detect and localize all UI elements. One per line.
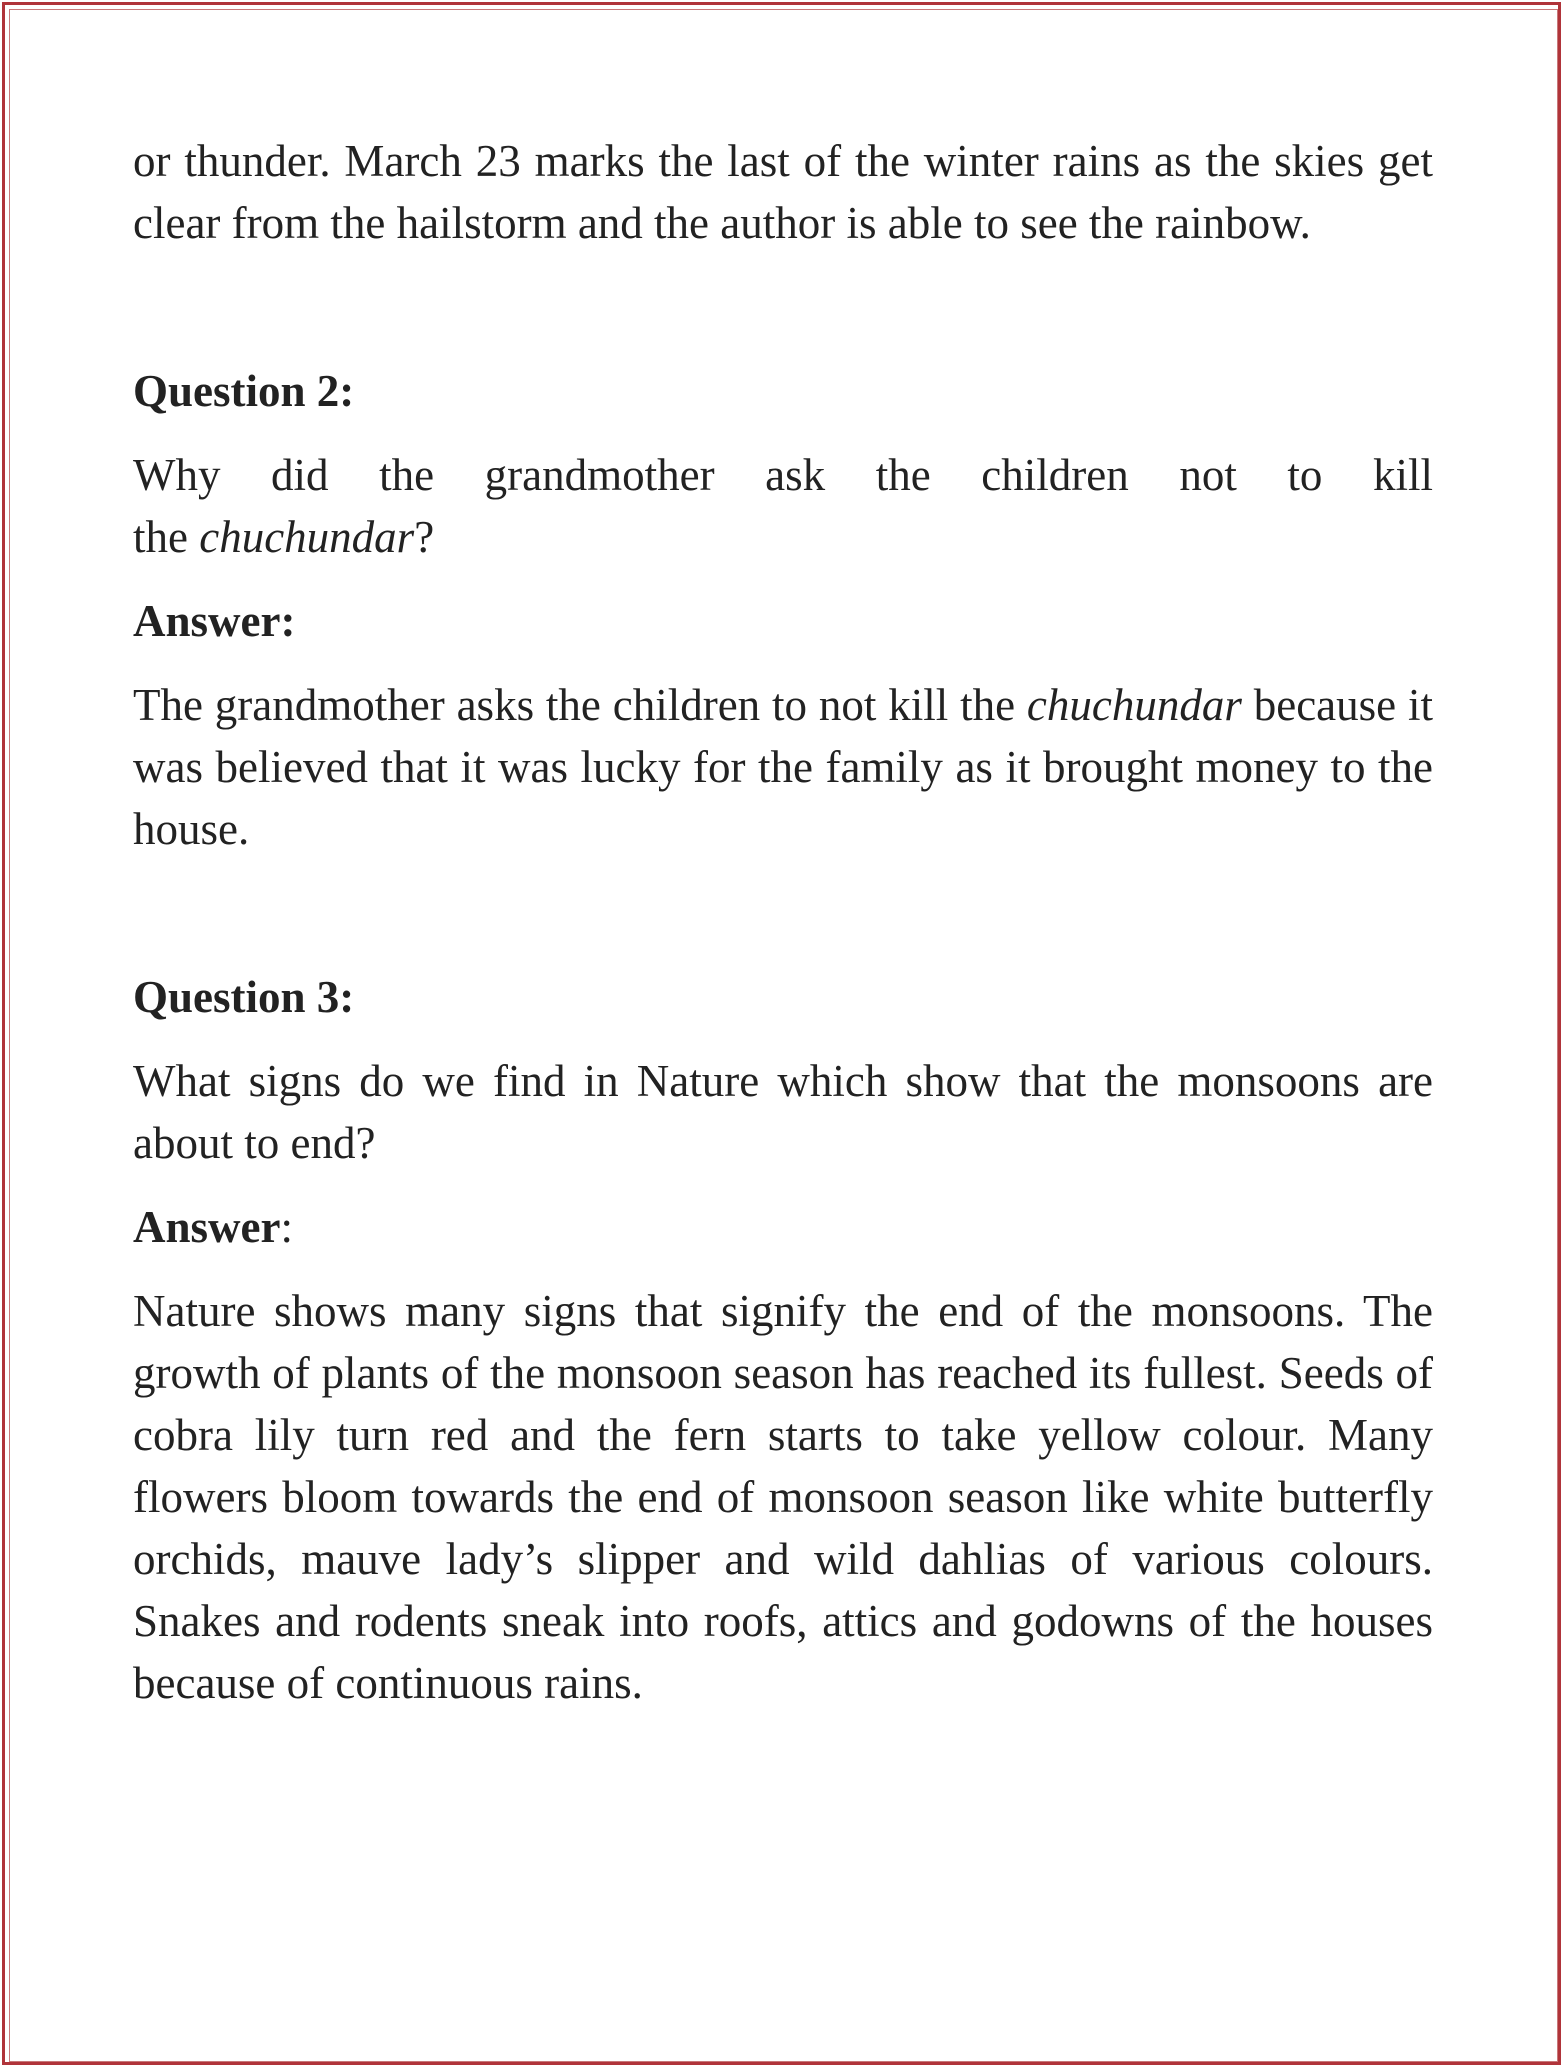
question-2-heading: Question 2: xyxy=(133,366,355,416)
question-2-answer xyxy=(133,674,1433,860)
intro-paragraph: or thunder. March 23 marks the last of the winter rains as the skies get clear from the hailstorm and the author is able to see the rainbow. xyxy=(133,136,1433,248)
question-2-pre: the xyxy=(133,512,200,562)
question-2-text-line1: Why did the grandmother ask the children not to kill xyxy=(133,450,1433,500)
question-3-answer: Nature shows many signs that signify the end of the monsoons. The growth of plants of the monsoon season has reached its fullest. Seeds of cobra lily turn red and the fern starts to take yellow colour. Many flowers bloom towards the end of monsoon season like white butterfly orchids, mauve lady’s slipper and wild dahlias of various colours. Snakes and rodents sneak into roofs, attics and godowns of the houses because of continuous rains. xyxy=(133,1286,1433,1708)
answer-3-label-colon: : xyxy=(280,1202,293,1252)
page-content xyxy=(133,130,1433,1714)
question-2-italic: chuchundar xyxy=(199,512,415,562)
answer-2-post: because it was believed that it was lucky for the family as it brought money to the house. xyxy=(133,680,1433,854)
question-2-text-line2 xyxy=(133,506,1433,568)
question-3-answer-label xyxy=(133,1196,1433,1258)
question-3-text: What signs do we find in Nature which show that the monsoons are about to end? xyxy=(133,1056,1433,1168)
question-3-heading: Question 3: xyxy=(133,972,355,1022)
question-2-post: ? xyxy=(414,512,435,562)
question-2-answer-label: Answer: xyxy=(133,596,296,646)
answer-3-label-bold: Answer xyxy=(133,1202,281,1252)
answer-2-pre: The grandmother asks the children to not kill the xyxy=(133,680,1027,730)
answer-2-italic: chuchundar xyxy=(1026,680,1242,730)
